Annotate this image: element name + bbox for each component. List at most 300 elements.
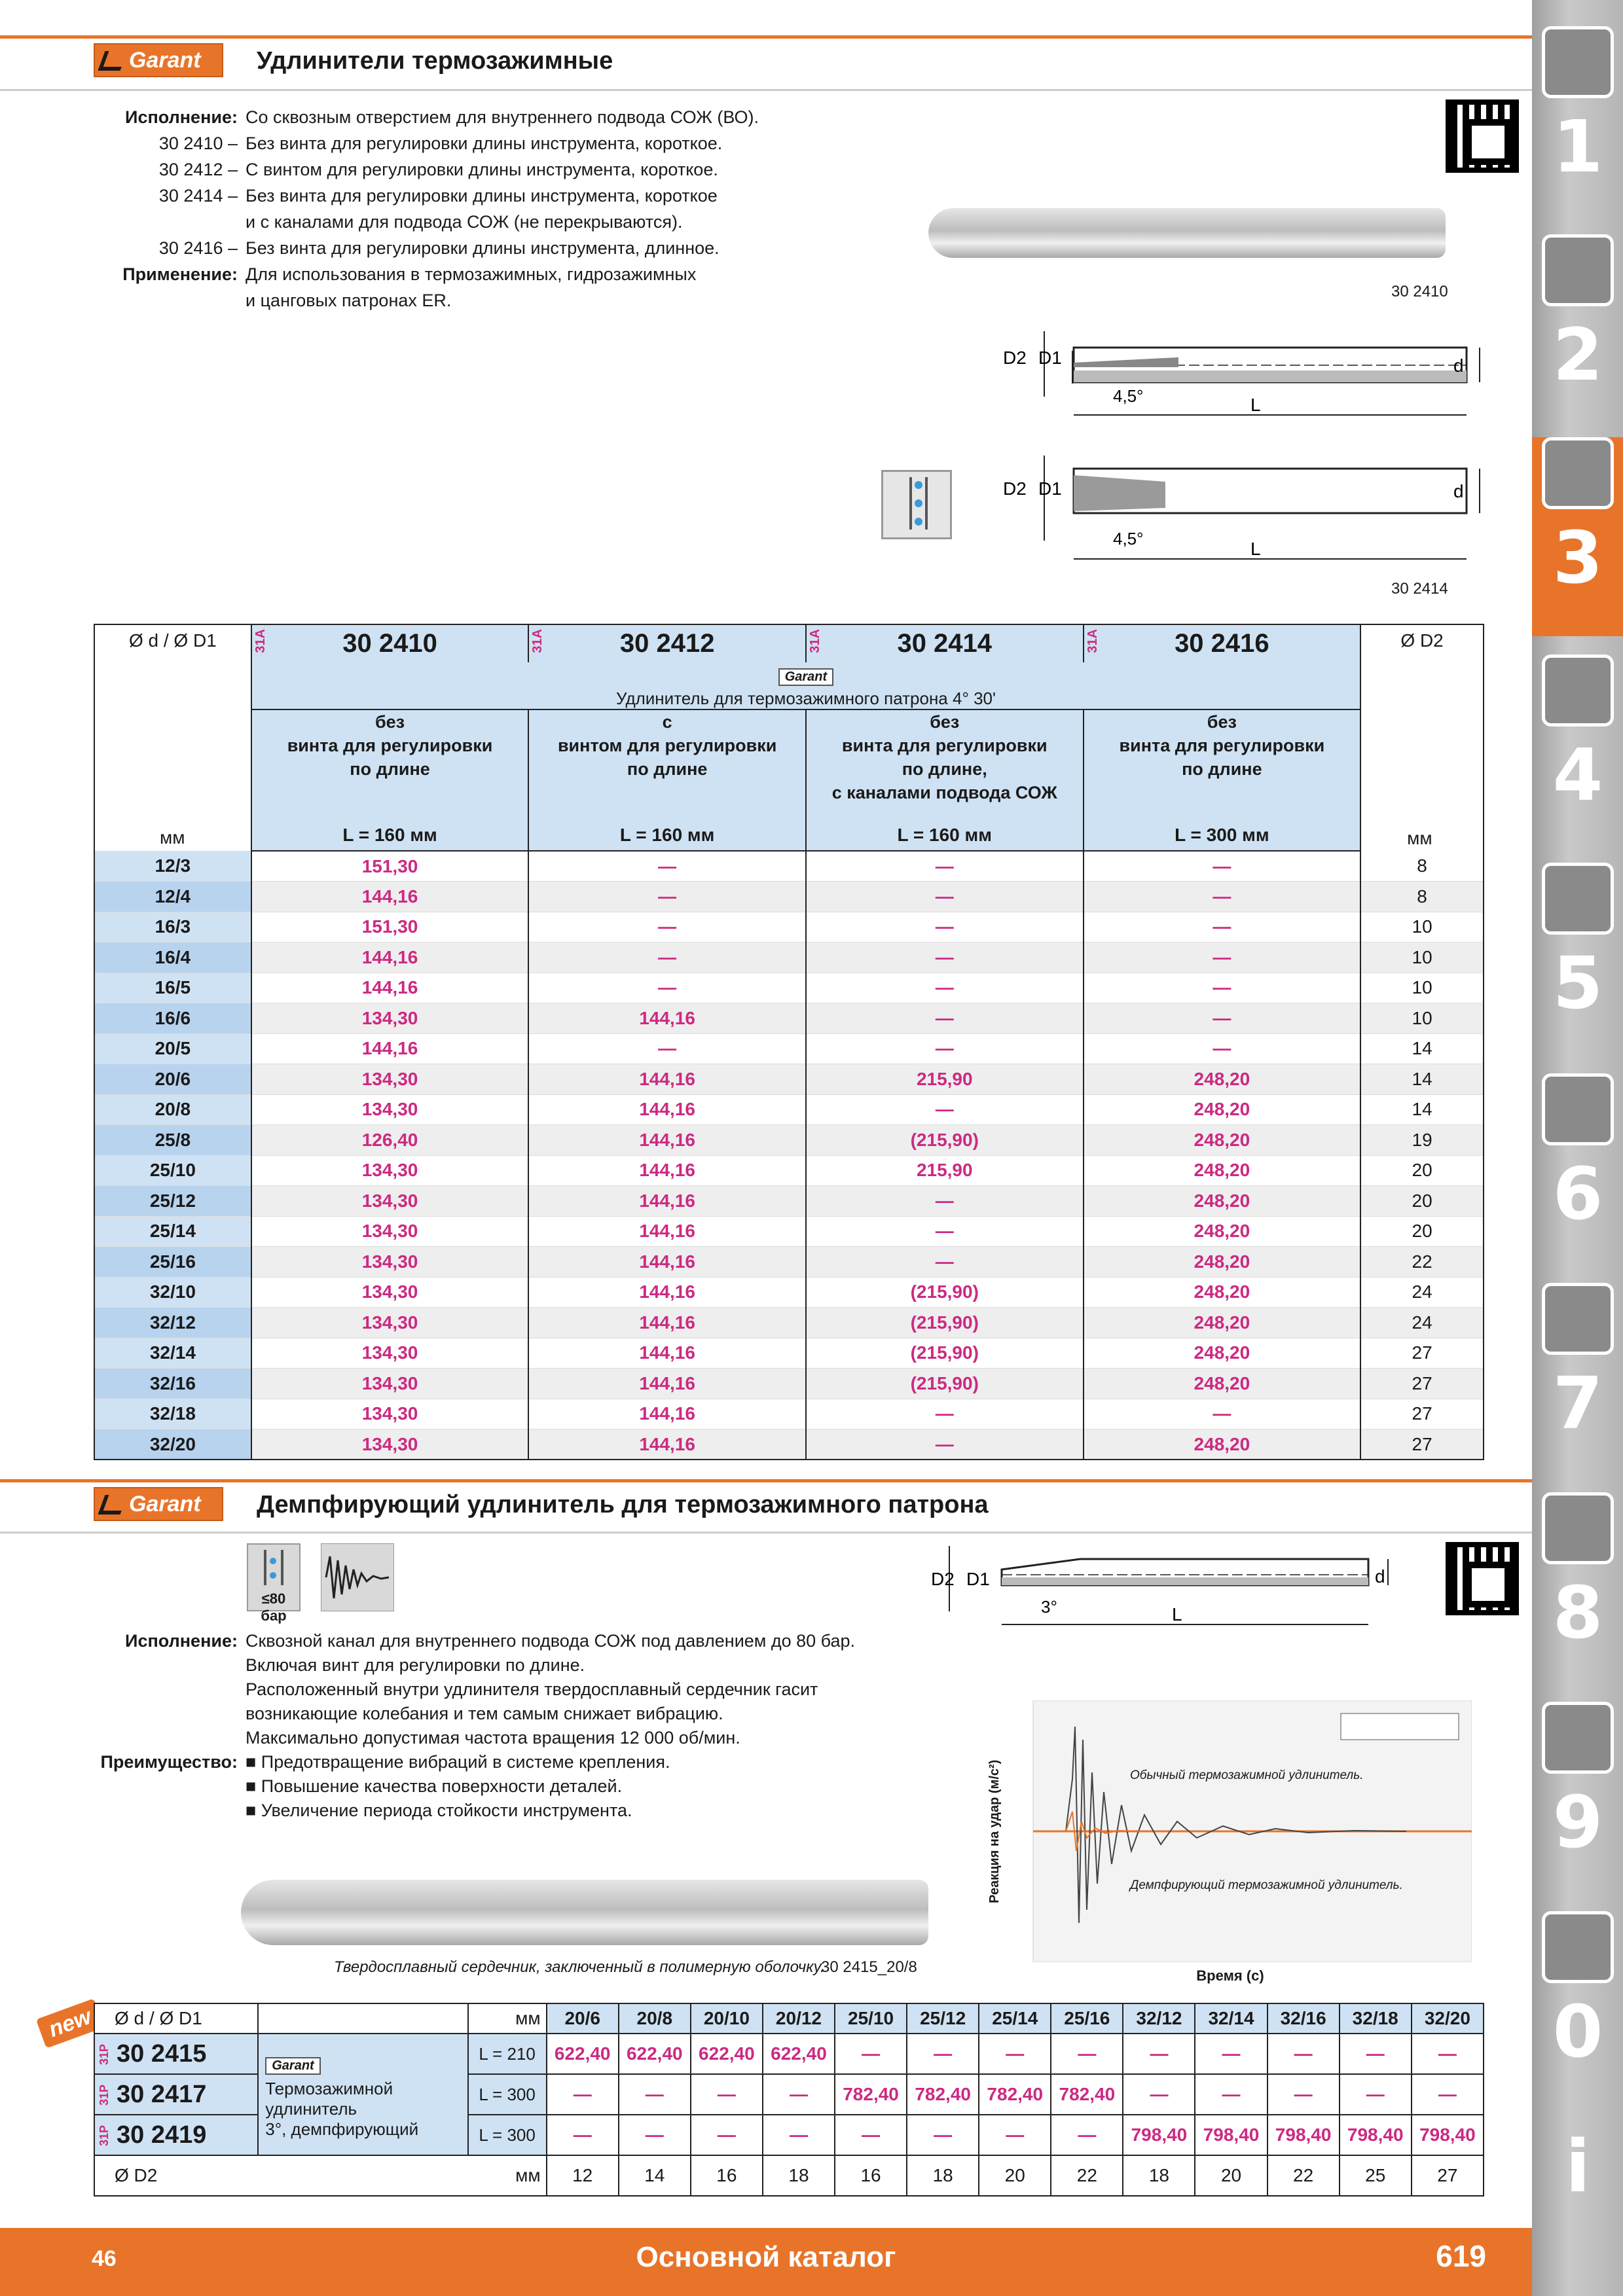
diameter-cell: 32/12	[94, 1308, 251, 1338]
chapter-number[interactable]: 1	[1552, 105, 1603, 188]
price-cell: —	[528, 1033, 806, 1064]
spec-text: Максимально допустимая частота вращения 12 000 об/мин.	[246, 1728, 740, 1748]
price-cell: —	[1195, 2074, 1267, 2115]
d2-value: 12	[547, 2155, 619, 2196]
price-cell: —	[806, 942, 1084, 973]
code-302410: 31A 30 2410	[251, 624, 529, 662]
price-cell: 248,20	[1084, 1308, 1361, 1338]
chart-plot	[1013, 1700, 1472, 1962]
d2-cell: 14	[1360, 1033, 1484, 1064]
extension-price-table	[94, 624, 1484, 1460]
table-row	[94, 1216, 1484, 1247]
d2-cell: 24	[1360, 1308, 1484, 1338]
chapter-0-icon[interactable]	[1542, 1911, 1614, 1983]
d2-cell: 10	[1360, 1003, 1484, 1034]
table-row	[94, 1094, 1484, 1125]
d2-label: Ø D2	[94, 2155, 258, 2196]
spec-text: Сквозной канал для внутреннего подвода СОЖ под давлением до 80 бар.	[246, 1631, 856, 1651]
svg-text:4,5°: 4,5°	[1113, 529, 1144, 548]
table-row	[94, 912, 1484, 942]
price-cell: 782,40	[979, 2074, 1051, 2115]
spec-code: 30 2412 –	[158, 160, 238, 179]
price-cell: 151,30	[251, 851, 529, 882]
desc-302410: без винта для регулировки по длине	[251, 709, 529, 819]
table-row	[94, 973, 1484, 1003]
price-cell: 144,16	[528, 1094, 806, 1125]
diameter-cell: 32/10	[94, 1277, 251, 1308]
diameter-cell: 32/20	[94, 1429, 251, 1460]
chapter-number[interactable]: i	[1565, 2125, 1590, 2208]
svg-text:d: d	[1453, 355, 1464, 376]
product-code	[94, 2115, 258, 2155]
price-cell: 151,30	[251, 912, 529, 942]
code-302416: 31A 30 2416	[1084, 624, 1361, 662]
price-cell: 782,40	[835, 2074, 907, 2115]
table-row	[94, 1247, 1484, 1278]
diameter-cell: 20/6	[94, 1064, 251, 1095]
price-cell: —	[528, 973, 806, 1003]
price-cell: 248,20	[1084, 1429, 1361, 1460]
dimension-drawing-short	[982, 312, 1506, 429]
head-unit: мм	[468, 2003, 547, 2034]
diameter-cell: 16/6	[94, 1003, 251, 1034]
svg-text:D2: D2	[1003, 478, 1027, 499]
d2-cell: 19	[1360, 1125, 1484, 1156]
price-cell: 798,40	[1412, 2115, 1484, 2155]
table2-header-row	[94, 2003, 1484, 2034]
series-tag: 31P	[98, 2044, 111, 2066]
price-cell: —	[1051, 2034, 1123, 2074]
length-302410: L = 160 мм	[251, 819, 529, 851]
table-row	[94, 1125, 1484, 1156]
spec-label: Применение:	[122, 264, 238, 284]
table-row	[94, 1186, 1484, 1217]
table2-row	[94, 2034, 1484, 2074]
desc-302412: с винтом для регулировки по длине	[528, 709, 806, 819]
d2-value: 25	[1340, 2155, 1412, 2196]
price-cell: —	[691, 2115, 763, 2155]
price-cell: 134,30	[251, 1186, 529, 1217]
description-line: Термозажимной удлинитель	[265, 2079, 393, 2119]
chapter-number[interactable]: 8	[1552, 1571, 1603, 1655]
length-302416: L = 300 мм	[1084, 819, 1361, 851]
spec-text: возникающие колебания и тем самым снижает вибрацию.	[246, 1704, 723, 1723]
coolant-channel-icon	[881, 470, 952, 539]
price-cell: 134,30	[251, 1369, 529, 1399]
d2-unit: мм	[468, 2155, 547, 2196]
subtitle-cell	[251, 662, 1360, 709]
qr-code-icon-2[interactable]	[1446, 1542, 1519, 1615]
price-cell: 144,16	[528, 1308, 806, 1338]
diameter-cell: 12/3	[94, 851, 251, 882]
col-header: 32/14	[1195, 2003, 1267, 2034]
price-cell: 126,40	[251, 1125, 529, 1156]
table-row	[94, 1277, 1484, 1308]
price-cell: —	[1084, 1399, 1361, 1429]
section-title: Удлинители термозажимные	[257, 47, 613, 75]
garant-logo-icon-2	[98, 1495, 128, 1515]
price-cell: 248,20	[1084, 1064, 1361, 1095]
col-header: 32/20	[1412, 2003, 1484, 2034]
description-line: 3°, демпфирующий	[265, 2119, 419, 2139]
price-cell: 134,30	[251, 1277, 529, 1308]
spec-list	[94, 105, 945, 334]
price-cell: —	[835, 2115, 907, 2155]
price-cell: —	[806, 912, 1084, 942]
garant-logo-icon	[98, 51, 128, 71]
spec-text: и с каналами для подвода СОЖ (не перекрываются).	[246, 212, 683, 232]
table-row	[94, 851, 1484, 882]
price-cell: 782,40	[907, 2074, 979, 2115]
price-cell: —	[1267, 2034, 1340, 2074]
spec-text: ■ Увеличение периода стойкости инструмента.	[246, 1801, 632, 1820]
spec-code: 30 2410 –	[158, 134, 238, 153]
price-cell: —	[1123, 2074, 1195, 2115]
d2-value: 27	[1412, 2155, 1484, 2196]
price-cell: (215,90)	[806, 1125, 1084, 1156]
qr-code-icon[interactable]	[1446, 99, 1519, 173]
price-cell: 144,16	[528, 1369, 806, 1399]
d2-cell: 10	[1360, 973, 1484, 1003]
chapter-number[interactable]: 5	[1552, 941, 1603, 1025]
price-cell: 248,20	[1084, 1186, 1361, 1217]
price-cell: —	[806, 1186, 1084, 1217]
price-cell: —	[1084, 851, 1361, 882]
d2-cell: 27	[1360, 1338, 1484, 1369]
price-cell: 248,20	[1084, 1338, 1361, 1369]
price-cell: 144,16	[528, 1247, 806, 1278]
price-cell: —	[691, 2074, 763, 2115]
length-302414: L = 160 мм	[806, 819, 1084, 851]
price-cell: 144,16	[528, 1064, 806, 1095]
chapter-number[interactable]: 7	[1552, 1361, 1603, 1445]
chapter-3-icon[interactable]	[1542, 437, 1614, 509]
table-row	[94, 1064, 1484, 1095]
svg-text:d: d	[1453, 481, 1464, 501]
price-cell: 134,30	[251, 1216, 529, 1247]
spec-text: ■ Предотвращение вибраций в системе крепления.	[246, 1752, 670, 1772]
d2-cell: 10	[1360, 942, 1484, 973]
col-header: 20/6	[547, 2003, 619, 2034]
section-title-2: Демпфирующий удлинитель для термозажимного патрона	[257, 1491, 989, 1518]
chart-y-label: Реакция на удар (м/с²)	[987, 1759, 1002, 1903]
damping-price-table	[94, 2003, 1484, 2197]
price-cell: —	[1195, 2034, 1267, 2074]
price-cell: —	[1340, 2074, 1412, 2115]
d2-value: 18	[907, 2155, 979, 2196]
price-cell: 134,30	[251, 1094, 529, 1125]
d2-cell: 22	[1360, 1247, 1484, 1278]
d2-cell: 20	[1360, 1186, 1484, 1217]
price-cell: 144,16	[528, 1399, 806, 1429]
col-header: 32/12	[1123, 2003, 1195, 2034]
length-cell: L = 300	[468, 2115, 547, 2155]
price-cell: 134,30	[251, 1155, 529, 1186]
price-cell: 215,90	[806, 1064, 1084, 1095]
diameter-cell: 20/8	[94, 1094, 251, 1125]
dimension-drawing-damping	[910, 1533, 1434, 1664]
garant-logo: Garant	[94, 43, 223, 77]
svg-text:L: L	[1250, 395, 1261, 415]
d2-value: 20	[1195, 2155, 1267, 2196]
code-302414: 31A 30 2414	[806, 624, 1084, 662]
price-cell: 134,30	[251, 1064, 529, 1095]
diameter-cell: 16/4	[94, 942, 251, 973]
price-cell: 248,20	[1084, 1369, 1361, 1399]
price-cell: 798,40	[1340, 2115, 1412, 2155]
product-code	[94, 2034, 258, 2074]
chapter-number[interactable]: 0	[1552, 1990, 1603, 2073]
spec-label: Исполнение:	[125, 1631, 238, 1651]
price-cell: —	[806, 1429, 1084, 1460]
col-header: 32/16	[1267, 2003, 1340, 2034]
spec-text: Без винта для регулировки длины инструмента, длинное.	[246, 238, 720, 258]
price-cell: 248,20	[1084, 1125, 1361, 1156]
chart-x-label: Время (с)	[1196, 1967, 1264, 1984]
diameter-cell: 25/12	[94, 1186, 251, 1217]
chapter-9-icon[interactable]	[1542, 1702, 1614, 1774]
price-cell: 144,16	[251, 1033, 529, 1064]
chart-annotation-standard: Обычный термозажимной удлинитель.	[1130, 1768, 1364, 1782]
price-cell: 144,16	[251, 942, 529, 973]
spec-text: Расположенный внутри удлинителя твердосплавный сердечник гасит	[246, 1679, 818, 1699]
chapter-1-icon[interactable]	[1542, 26, 1614, 98]
desc-302414: без винта для регулировки по длине, с каналами подвода СОЖ	[806, 709, 1084, 819]
product-image-302410	[928, 208, 1446, 258]
price-cell: 144,16	[528, 1277, 806, 1308]
price-cell: 134,30	[251, 1399, 529, 1429]
vibration-chart	[987, 1700, 1473, 1988]
price-cell: 798,40	[1123, 2115, 1195, 2155]
product-code	[94, 2074, 258, 2115]
price-cell: —	[528, 942, 806, 973]
table2-body	[94, 2034, 1484, 2155]
price-cell: —	[528, 882, 806, 912]
svg-text:3°: 3°	[1041, 1597, 1057, 1617]
chapter-number[interactable]: 4	[1552, 733, 1603, 817]
price-cell: —	[1340, 2034, 1412, 2074]
price-cell: 798,40	[1267, 2115, 1340, 2155]
d2-cell: 27	[1360, 1369, 1484, 1399]
spec-text: Без винта для регулировки длины инструмента, короткое.	[246, 134, 723, 153]
price-cell: —	[619, 2115, 691, 2155]
diameter-cell: 16/3	[94, 912, 251, 942]
price-cell: 782,40	[1051, 2074, 1123, 2115]
price-cell: —	[979, 2034, 1051, 2074]
spec-text: Включая винт для регулировки по длине.	[246, 1655, 585, 1675]
d2-cell: 20	[1360, 1155, 1484, 1186]
table-header	[94, 624, 1484, 851]
chapter-number[interactable]: 6	[1552, 1152, 1603, 1236]
diameter-cell: 20/5	[94, 1033, 251, 1064]
spec-label: Преимущество:	[100, 1752, 238, 1772]
price-cell: 622,40	[619, 2034, 691, 2074]
price-cell: —	[1084, 1033, 1361, 1064]
price-cell: —	[806, 973, 1084, 1003]
chapter-7-icon[interactable]	[1542, 1283, 1614, 1355]
price-cell: —	[1267, 2074, 1340, 2115]
table2-d2-row	[94, 2155, 1484, 2196]
col-header: 20/8	[619, 2003, 691, 2034]
price-cell: —	[806, 851, 1084, 882]
price-cell: 622,40	[547, 2034, 619, 2074]
price-cell: 215,90	[806, 1155, 1084, 1186]
price-cell: 144,16	[528, 1125, 806, 1156]
d2-cell: 8	[1360, 851, 1484, 882]
diameter-cell: 25/16	[94, 1247, 251, 1278]
caption-302410: 30 2410	[1391, 283, 1448, 300]
d2-value: 14	[619, 2155, 691, 2196]
price-cell: —	[1084, 882, 1361, 912]
price-cell: —	[806, 1033, 1084, 1064]
page-number-right: 619	[1436, 2239, 1486, 2273]
svg-text:D2: D2	[931, 1569, 955, 1589]
table-row	[94, 1369, 1484, 1399]
svg-text:D1: D1	[1038, 478, 1062, 499]
garant-mini-logo: Garant	[778, 668, 833, 686]
svg-text:L: L	[1172, 1604, 1182, 1624]
spec-text: ■ Повышение качества поверхности деталей.	[246, 1776, 623, 1796]
table-row	[94, 1338, 1484, 1369]
diameter-cell: 16/5	[94, 973, 251, 1003]
table-row	[94, 1003, 1484, 1034]
caption-302414: 30 2414	[1391, 580, 1448, 598]
svg-text:D1: D1	[966, 1569, 990, 1589]
svg-text:4,5°: 4,5°	[1113, 386, 1144, 406]
price-cell: 134,30	[251, 1338, 529, 1369]
price-cell: —	[806, 1003, 1084, 1034]
price-cell: 144,16	[528, 1155, 806, 1186]
garant-logo-2: Garant	[94, 1487, 223, 1521]
price-cell: —	[806, 1216, 1084, 1247]
code-302412: 31A 30 2412	[528, 624, 806, 662]
price-cell: —	[806, 882, 1084, 912]
price-cell: —	[1084, 973, 1361, 1003]
spec-code: 30 2414 –	[158, 186, 238, 206]
chapter-number[interactable]: 3	[1552, 516, 1603, 600]
chapter-2-icon[interactable]	[1542, 234, 1614, 306]
table-body	[94, 851, 1484, 1460]
chapter-number[interactable]: 2	[1552, 313, 1603, 397]
table-row	[94, 1429, 1484, 1460]
diameter-cell: 25/14	[94, 1216, 251, 1247]
d2-cell: 14	[1360, 1094, 1484, 1125]
price-cell: 134,30	[251, 1429, 529, 1460]
price-cell: —	[763, 2115, 835, 2155]
price-cell: —	[979, 2115, 1051, 2155]
price-cell: (215,90)	[806, 1338, 1084, 1369]
col-header: 20/12	[763, 2003, 835, 2034]
page-number-left: 46	[92, 2246, 117, 2271]
vibration-damping-icon	[321, 1543, 394, 1611]
header-d-d1: Ø d / Ø D1 мм	[94, 624, 251, 851]
svg-text:d: d	[1375, 1566, 1385, 1587]
d2-cell: 27	[1360, 1429, 1484, 1460]
d2-cell: 8	[1360, 882, 1484, 912]
price-cell: —	[835, 2034, 907, 2074]
price-cell: —	[806, 1399, 1084, 1429]
col-header: 25/14	[979, 2003, 1051, 2034]
product-code-text: 30 2417	[117, 2080, 207, 2108]
chapter-8-icon[interactable]	[1542, 1492, 1614, 1564]
d2-value: 22	[1051, 2155, 1123, 2196]
price-cell: —	[1123, 2034, 1195, 2074]
chapter-5-icon[interactable]	[1542, 863, 1614, 935]
table-row	[94, 1399, 1484, 1429]
spec-text: и цанговых патронах ER.	[246, 291, 452, 310]
price-cell: —	[806, 1094, 1084, 1125]
spec-text: Для использования в термозажимных, гидрозажимных	[246, 264, 697, 284]
diameter-cell: 32/16	[94, 1369, 251, 1399]
price-cell: 144,16	[528, 1003, 806, 1034]
col-header: 25/10	[835, 2003, 907, 2034]
price-cell: 134,30	[251, 1308, 529, 1338]
svg-text:L: L	[1250, 539, 1261, 559]
head-blank	[258, 2003, 467, 2034]
price-cell: —	[806, 1247, 1084, 1278]
pressure-badge: ≤80 бар	[261, 1590, 287, 1624]
price-cell: —	[1051, 2115, 1123, 2155]
col-header: 32/18	[1340, 2003, 1412, 2034]
price-cell: —	[528, 851, 806, 882]
spec-list-2	[94, 1628, 977, 1831]
product-code-text: 30 2415	[117, 2039, 207, 2068]
d2-cell: 24	[1360, 1277, 1484, 1308]
spec-code: 30 2416 –	[158, 238, 238, 258]
image-caption: Твердосплавный сердечник, заключенный в полимерную оболочку.	[334, 1958, 825, 1976]
length-cell: L = 210	[468, 2034, 547, 2074]
chapter-6-icon[interactable]	[1542, 1073, 1614, 1145]
price-cell: —	[1084, 942, 1361, 973]
price-cell: —	[1412, 2074, 1484, 2115]
pressure-icon	[247, 1543, 301, 1624]
price-cell: —	[547, 2074, 619, 2115]
price-cell: 248,20	[1084, 1094, 1361, 1125]
table-row	[94, 1155, 1484, 1186]
d2-blank	[258, 2155, 467, 2196]
price-cell: —	[547, 2115, 619, 2155]
price-cell: —	[907, 2034, 979, 2074]
price-cell: 144,16	[528, 1338, 806, 1369]
price-cell: —	[1084, 1003, 1361, 1034]
price-cell: —	[619, 2074, 691, 2115]
price-cell: 622,40	[763, 2034, 835, 2074]
product-code-text: 30 2419	[117, 2121, 207, 2149]
price-cell: 248,20	[1084, 1277, 1361, 1308]
price-cell: 144,16	[528, 1186, 806, 1217]
series-tag: 31P	[98, 2125, 111, 2147]
spec-text: С винтом для регулировки длины инструмента, короткое.	[246, 160, 718, 179]
header-d2: Ø D2 мм	[1360, 624, 1484, 851]
chapter-number[interactable]: 9	[1552, 1780, 1603, 1864]
diameter-cell: 32/18	[94, 1399, 251, 1429]
d2-value: 18	[763, 2155, 835, 2196]
price-cell: 144,16	[528, 1429, 806, 1460]
price-cell: 134,30	[251, 1003, 529, 1034]
price-cell: —	[1084, 912, 1361, 942]
spec-label: Исполнение:	[125, 107, 238, 127]
price-cell: —	[763, 2074, 835, 2115]
chapter-4-icon[interactable]	[1542, 655, 1614, 726]
chart-annotation-damping: Демпфирующий термозажимной удлинитель.	[1130, 1878, 1403, 1892]
d2-cell: 20	[1360, 1216, 1484, 1247]
desc-302416: без винта для регулировки по длине	[1084, 709, 1361, 819]
d2-value: 16	[835, 2155, 907, 2196]
col-header: 25/16	[1051, 2003, 1123, 2034]
price-cell: (215,90)	[806, 1369, 1084, 1399]
product-description	[258, 2034, 467, 2155]
table-row	[94, 1033, 1484, 1064]
